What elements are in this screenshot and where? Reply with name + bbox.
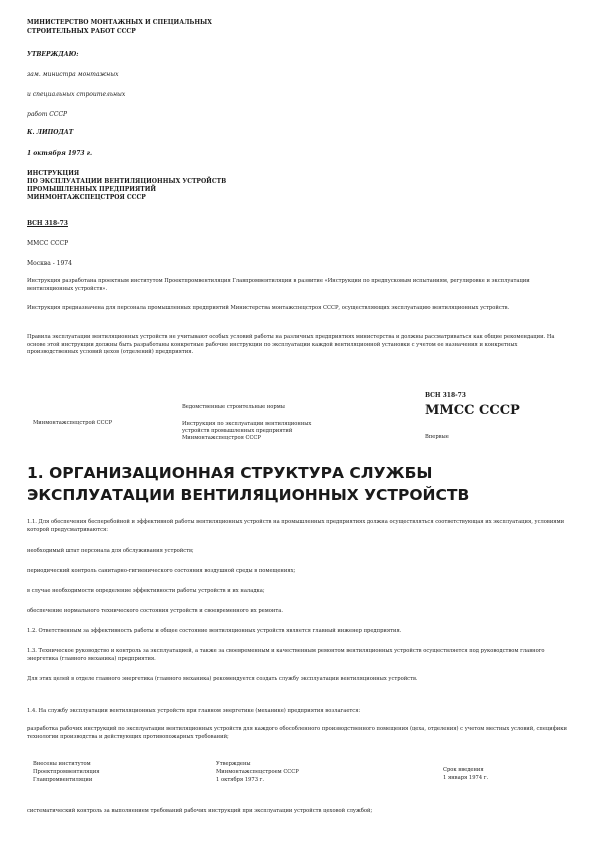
stamp-norms: Ведомственные строительные нормы — [182, 404, 285, 410]
intro-paragraph-1: Инструкция разработана проектным институтом Проектпромвентиляция Главпромвентиляции в развитие «Инструкции по предпусковым испытаниям, регулировке и эксплуатации вентиляционных устройств». — [27, 278, 530, 292]
intro-paragraph-3: Правила эксплуатации вентиляционных устройств не учитывают особых условий работы на различных предприятиях министерства и должны рассматриваться как общие рекомендации. На основе этой инструкции должны быть разработаны конкретные рабочие инструкции по эксплуатации каждой вентиляционной установки с учетом ее назначения и конкретных производственных условий цехов (отделений) предприятия. — [27, 334, 555, 356]
section-heading-line2: ЭКСПЛУАТАЦИИ ВЕНТИЛЯЦИОННЫХ УСТРОЙСТВ — [27, 486, 470, 504]
ministry-line1: МИНИСТЕРСТВО МОНТАЖНЫХ И СПЕЦИАЛЬНЫХ — [27, 19, 212, 26]
approver-line2: и специальных строительных — [27, 91, 126, 98]
clause-1-1-item-b: периодический контроль санитарно-гигиенического состояния воздушной среды в помещениях; — [27, 568, 296, 574]
clause-1-4: 1.4. На службу эксплуатации вентиляционных устройств при главном энергетике (механике) предприятия возлагается: — [27, 708, 361, 714]
section-heading-line1: 1. ОРГАНИЗАЦИОННАЯ СТРУКТУРА СЛУЖБЫ — [27, 464, 433, 482]
clause-1-4-item-a: разработка рабочих инструкций по эксплуатации вентиляционных устройств для каждого обособленного производственного помещения (цеха, отделения) с учетом местных условий, специфики технологии производства и действующих противопожарных требований; — [27, 726, 567, 740]
clause-1-4-item-b: систематический контроль за выполнением требований рабочих инструкций при эксплуатации устройств цеховой службой; — [27, 808, 373, 814]
clause-1-1-item-c: в случае необходимости определение эффективности работы устройств и их наладка; — [27, 588, 265, 594]
approved-by-date: 1 октября 1973 г. — [216, 777, 265, 783]
effective-date: 1 января 1974 г. — [443, 775, 489, 781]
title-line1: ИНСТРУКЦИЯ — [27, 170, 80, 177]
stamp-instruction-line1: Инструкция по эксплуатации вентиляционных — [182, 421, 312, 427]
submitted-by-org: Главпромвентиляции — [33, 777, 93, 783]
approver-line1: зам. министра монтажных — [27, 71, 119, 78]
title-line4: МИНМОНТАЖСПЕЦСТРОЯ СССР — [27, 194, 146, 201]
city-year: Москва - 1974 — [27, 260, 72, 267]
stamp-code: ВСН 318-73 — [425, 392, 466, 399]
clause-1-2: 1.2. Ответственным за эффективность работы и общее состояние вентиляционных устройств является главный инженер предприятия. — [27, 628, 402, 634]
stamp-org: ММСС СССР — [425, 403, 520, 418]
approved-by-label: Утверждены — [216, 761, 251, 767]
clause-1-3: 1.3. Техническое руководство и контроль за эксплуатацией, а также за своевременным и качественным ремонтом вентиляционных устройств осуществляется под руководством главного энергетика (главного механика) предприятия. — [27, 648, 545, 662]
title-line2: ПО ЭКСПЛУАТАЦИИ ВЕНТИЛЯЦИОННЫХ УСТРОЙСТВ — [27, 178, 227, 185]
clause-1-1-item-d: обеспечение нормального технического состояния устройств и своевременного их ремонта. — [27, 608, 283, 614]
approved-by-org: Минмонтажспецстроем СССР — [216, 769, 299, 775]
submitted-by-institute: Проектпромвентиляция — [33, 769, 100, 775]
stamp-instruction-line3: Минмонтажспецстроя СССР — [182, 435, 261, 441]
clause-1-1-item-a: необходимый штат персонала для обслуживания устройств; — [27, 548, 194, 554]
stamp-first-edition: Впервые — [425, 434, 449, 440]
approver-name: К. ЛИПОДАТ — [27, 129, 74, 136]
intro-paragraph-2: Инструкция предназначена для персонала промышленных предприятий Министерства монтажспецстроя СССР, осуществляющих эксплуатацию вентиляционных устройств. — [27, 305, 510, 311]
document-code: ВСН 318-73 — [27, 220, 68, 227]
approval-date: 1 октября 1973 г. — [27, 150, 93, 157]
approved-label: УТВЕРЖДАЮ: — [27, 51, 79, 58]
effective-date-label: Срок введения — [443, 767, 484, 773]
clause-1-1: 1.1. Для обеспечения бесперебойной и эффективной работы вентиляционных устройств на промышленных предприятиях должна осуществляться соответствующая их эксплуатация, условиями которой предусматриваются: — [27, 519, 565, 533]
approver-line3: работ СССР — [27, 111, 68, 118]
document-code-org: ММСС СССР — [27, 240, 69, 247]
clause-1-3-note: Для этих целей в отделе главного энергетика (главного механика) рекомендуется создать службу эксплуатации вентиляционных устройств. — [27, 676, 418, 682]
stamp-instruction-line2: устройств промышленных предприятий — [182, 428, 293, 434]
title-line3: ПРОМЫШЛЕННЫХ ПРЕДПРИЯТИЙ — [27, 186, 157, 193]
submitted-by-label: Внесены институтом — [33, 761, 91, 767]
stamp-left-org: Минмонтажспецстрой СССР — [33, 420, 113, 426]
ministry-line2: СТРОИТЕЛЬНЫХ РАБОТ СССР — [27, 28, 136, 35]
